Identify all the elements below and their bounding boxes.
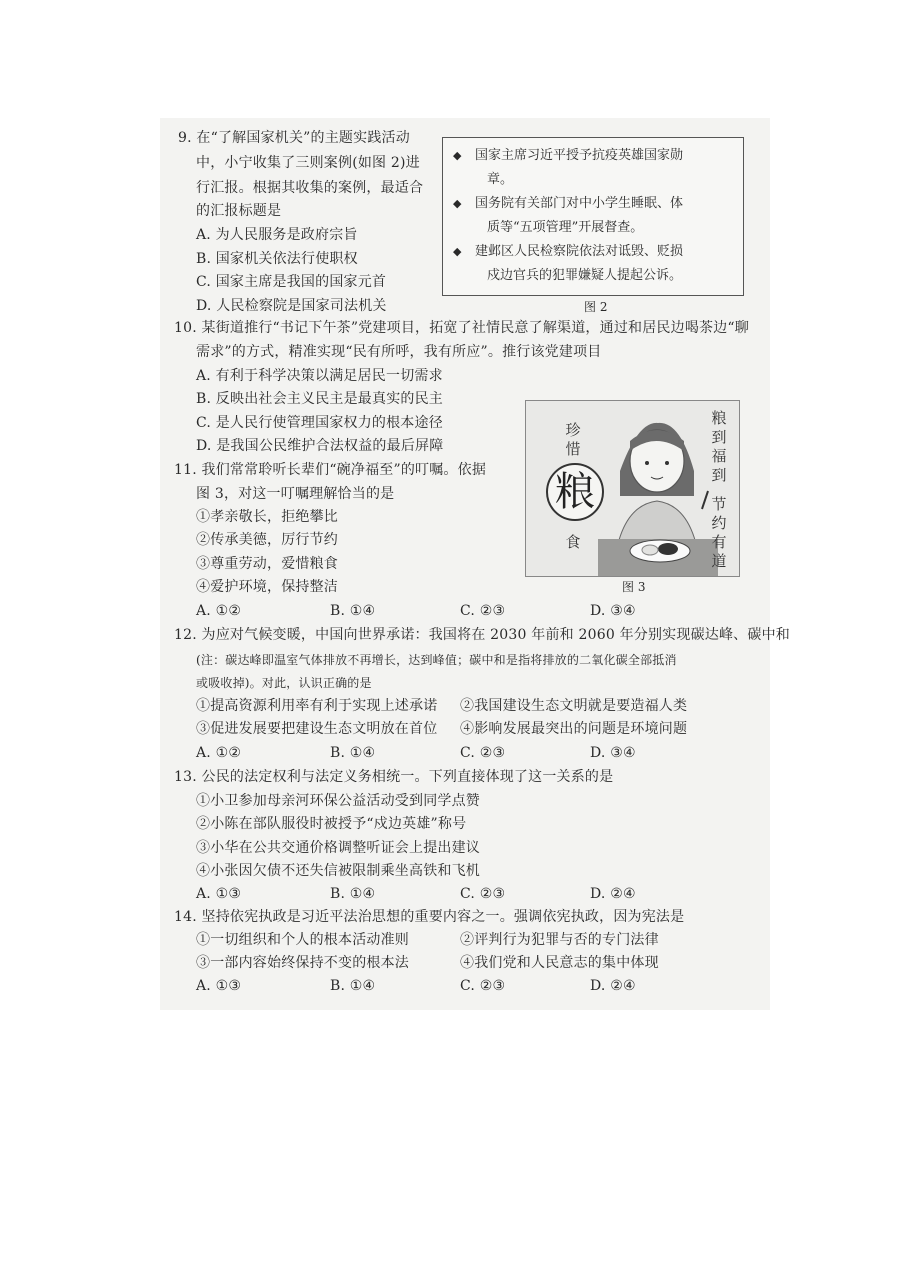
poster-left-bottom-text: 食: [565, 533, 581, 551]
q9-stem-line-2: 中，小宁收集了三则案例(如图 2)进: [196, 155, 420, 171]
q14-option-c: C. ②③: [460, 978, 506, 994]
q14-option-a: A. ①③: [196, 978, 242, 994]
case-3: [453, 240, 683, 264]
q11-item-3: ③尊重劳动，爱惜粮食: [196, 556, 338, 572]
q12-note-line-1: (注：碳达峰即温室气体排放不再增长，达到峰值；碳中和是指将排放的二氧化碳全部抵消: [196, 653, 677, 667]
q13-option-c: C. ②③: [460, 886, 506, 902]
q12-option-d: D. ③④: [590, 745, 636, 761]
figure-2-caption: 图 2: [584, 300, 608, 314]
q14-item-3: ③一部内容始终保持不变的根本法: [196, 955, 409, 971]
q14-item-1: ①一切组织和个人的根本活动准则: [196, 932, 409, 948]
q11-stem-line-1: 11. 我们常常聆听长辈们“碗净福至”的叮嘱。依据: [174, 462, 487, 478]
q13-item-2: ②小陈在部队服役时被授予“戍边英雄”称号: [196, 816, 467, 832]
q12-item-4: ④影响发展最突出的问题是环境问题: [460, 721, 688, 737]
q11-option-d: D. ③④: [590, 603, 636, 619]
q9-stem-line-4: 的汇报标题是: [196, 203, 282, 219]
case-3-line-1: 建邺区人民检察院依法对诋毁、贬损: [475, 244, 684, 259]
case-2-line-2: 质等“五项管理”开展督查。: [487, 220, 644, 235]
figure-3-poster: [525, 400, 740, 577]
q11-item-1: ①孝亲敬长，拒绝攀比: [196, 509, 338, 525]
case-2: [453, 192, 683, 216]
q10-stem-line-1: 10. 某街道推行“书记下午茶”党建项目，拓宽了社情民意了解渠道，通过和居民边喝茶边“聊: [174, 320, 749, 336]
q12-item-2: ②我国建设生态文明就是要造福人类: [460, 698, 688, 714]
figure-2-case-box: [442, 137, 744, 296]
q10-option-d: D. 是我国公民维护合法权益的最后屏障: [196, 438, 444, 454]
q11-option-a: A. ①②: [196, 603, 242, 619]
q13-item-1: ①小卫参加母亲河环保公益活动受到同学点赞: [196, 793, 480, 809]
q9-option-b: B. 国家机关依法行使职权: [196, 251, 358, 267]
case-3-line-2: 戍边官兵的犯罪嫌疑人提起公诉。: [487, 268, 683, 283]
figure-3-caption: 图 3: [622, 580, 646, 594]
q12-option-c: C. ②③: [460, 745, 506, 761]
q13-stem: 13. 公民的法定权利与法定义务相统一。下列直接体现了这一关系的是: [174, 769, 614, 785]
q9-stem-line-1: 9. 在“了解国家机关”的主题实践活动: [178, 130, 410, 146]
q14-option-d: D. ②④: [590, 978, 636, 994]
q13-item-4: ④小张因欠债不还失信被限制乘坐高铁和飞机: [196, 863, 480, 879]
q12-item-3: ③促进发展要把建设生态文明放在首位: [196, 721, 438, 737]
q12-option-b: B. ①④: [330, 745, 376, 761]
poster-right-text-2: 节约有道: [711, 495, 727, 570]
q10-option-a: A. 有利于科学决策以满足居民一切需求: [196, 368, 443, 384]
q14-item-2: ②评判行为犯罪与否的专门法律: [460, 932, 659, 948]
q9-option-d: D. 人民检察院是国家司法机关: [196, 298, 387, 314]
q14-item-4: ④我们党和人民意志的集中体现: [460, 955, 659, 971]
q11-item-4: ④爱护环境，保持整洁: [196, 579, 338, 595]
case-1: [453, 144, 683, 168]
q13-item-3: ③小华在公共交通价格调整听证会上提出建议: [196, 840, 480, 856]
q12-note-line-2: 或吸收掉)。对此，认识正确的是: [196, 676, 372, 690]
q9-option-c: C. 国家主席是我国的国家元首: [196, 274, 387, 290]
diamond-bullet-icon: ◆: [453, 197, 462, 210]
q11-option-b: B. ①④: [330, 603, 376, 619]
q10-option-c: C. 是人民行使管理国家权力的根本途径: [196, 415, 443, 431]
case-1-line-2: 章。: [487, 172, 514, 187]
case-2-line-1: 国务院有关部门对中小学生睡眠、体: [475, 196, 684, 211]
q12-option-a: A. ①②: [196, 745, 242, 761]
q13-option-a: A. ①③: [196, 886, 242, 902]
q13-option-b: B. ①④: [330, 886, 376, 902]
q12-item-1: ①提高资源利用率有利于实现上述承诺: [196, 698, 438, 714]
q11-stem-line-2: 图 3，对这一叮嘱理解恰当的是: [196, 486, 395, 502]
q9-option-a: A. 为人民服务是政府宗旨: [196, 227, 358, 243]
poster-right-text-1: 粮到福到: [711, 409, 727, 484]
q13-option-d: D. ②④: [590, 886, 636, 902]
q10-stem-line-2: 需求”的方式，精准实现“民有所呼，我有所应”。推行该党建项目: [196, 344, 602, 360]
q14-option-b: B. ①④: [330, 978, 376, 994]
q9-stem-line-3: 行汇报。根据其收集的案例，最适合: [196, 180, 424, 196]
q14-stem: 14. 坚持依宪执政是习近平法治思想的重要内容之一。强调依宪执政，因为宪法是: [174, 909, 685, 925]
poster-left-top-text: 珍惜: [565, 421, 581, 458]
poster-big-char: 粮: [546, 463, 604, 521]
diamond-bullet-icon: ◆: [453, 149, 462, 162]
q12-stem: 12. 为应对气候变暖，中国向世界承诺：我国将在 2030 年前和 2060 年分别实现碳达峰、碳中和: [174, 627, 790, 643]
case-1-line-1: 国家主席习近平授予抗疫英雄国家勋: [475, 148, 684, 163]
q11-option-c: C. ②③: [460, 603, 506, 619]
girl-eating-illustration: [598, 401, 718, 576]
q11-item-2: ②传承美德，厉行节约: [196, 532, 338, 548]
diamond-bullet-icon: ◆: [453, 245, 462, 258]
q10-option-b: B. 反映出社会主义民主是最真实的民主: [196, 391, 443, 407]
